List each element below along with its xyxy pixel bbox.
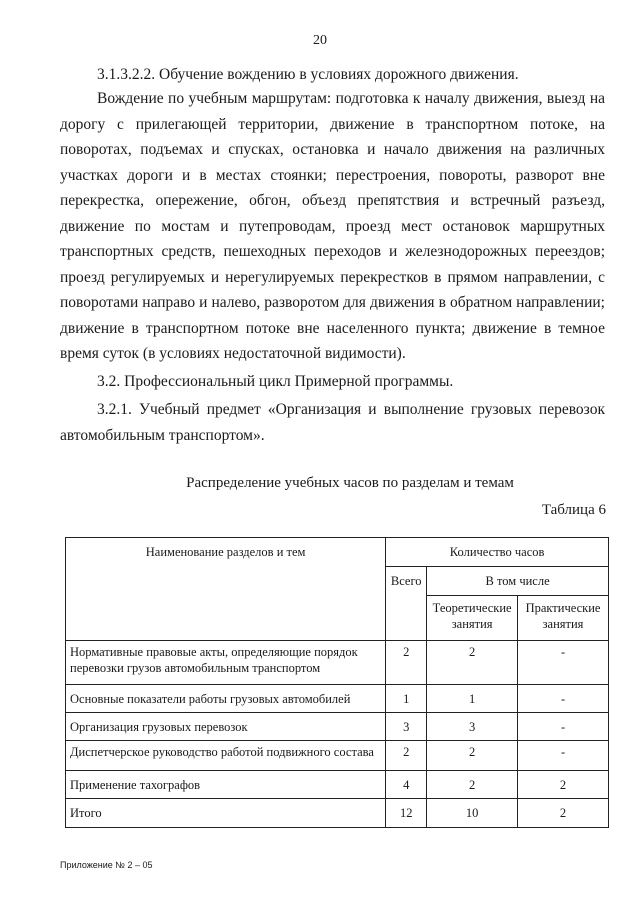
row-theory: 2 [427,641,518,685]
subject-paragraph: 3.2.1. Учебный предмет «Организация и выполнение грузовых перевозок автомобильным транспортом». [60,401,605,444]
row-name: Основные показатели работы грузовых автомобилей [66,685,386,713]
row-theory: 2 [427,771,518,799]
row-practice: - [518,641,609,685]
header-total: Всего [386,567,427,641]
row-total: 12 [386,799,427,828]
table-row [66,713,609,741]
row-practice: - [518,741,609,771]
footer-note: Приложение № 2 – 05 [60,860,153,870]
header-practice: Практические занятия [518,596,609,641]
row-total: 2 [386,741,427,771]
table-row [66,771,609,799]
page-number: 20 [313,33,327,48]
header-including: В том числе [427,567,609,596]
table-title: Распределение учебных часов по разделам и темам [186,475,514,491]
row-practice: - [518,685,609,713]
row-total: 4 [386,771,427,799]
header-hours: Количество часов [386,538,609,567]
table-row [66,685,609,713]
row-theory: 3 [427,713,518,741]
row-practice: - [518,713,609,741]
row-name: Организация грузовых перевозок [66,713,386,741]
header-theory: Теоретические занятия [427,596,518,641]
row-total: 2 [386,641,427,685]
row-name: Применение тахографов [66,771,386,799]
row-total: 1 [386,685,427,713]
header-name: Наименование разделов и тем [66,538,386,641]
row-name: Диспетчерское руководство работой подвижного состава [66,741,386,771]
cycle-heading: 3.2. Профессиональный цикл Примерной программы. [97,373,454,390]
table-row [66,799,609,828]
row-theory: 2 [427,741,518,771]
section-heading: 3.1.3.2.2. Обучение вождению в условиях дорожного движения. [97,66,519,83]
table-row [66,641,609,685]
row-practice: 2 [518,771,609,799]
row-theory: 1 [427,685,518,713]
table-label: Таблица 6 [541,502,606,518]
row-theory: 10 [427,799,518,828]
row-name: Итого [66,799,386,828]
row-total: 3 [386,713,427,741]
hours-table [65,537,609,828]
row-name: Нормативные правовые акты, определяющие порядок перевозки грузов автомобильным транспортом [66,641,386,685]
section-paragraph: Вождение по учебным маршрутам: подготовка к началу движения, выезд на дорогу с прилегающей территории, движение в транспортном потоке, на поворотах, подъемах и спусках, остановка и начало движения на различных участках дороги и в местах стоянки; перестроения, повороты, разворот вне перекрестка, опережение, обгон, объезд препятствия и встречный разъезд, движение по мостам и путепроводам, проезд мест остановок маршрутных транспортных средств, пешеходных переходов и железнодорожных переездов; проезд регулируемых и нерегулируемых перекрестков в прямом направлении, с поворотами направо и налево, разворотом для движения в обратном направлении; движение в транспортном потоке вне населенного пункта; движение в темное время суток (в условиях недостаточной видимости). [60,90,605,362]
table-header-row [66,538,609,567]
table-row [66,741,609,771]
row-practice: 2 [518,799,609,828]
